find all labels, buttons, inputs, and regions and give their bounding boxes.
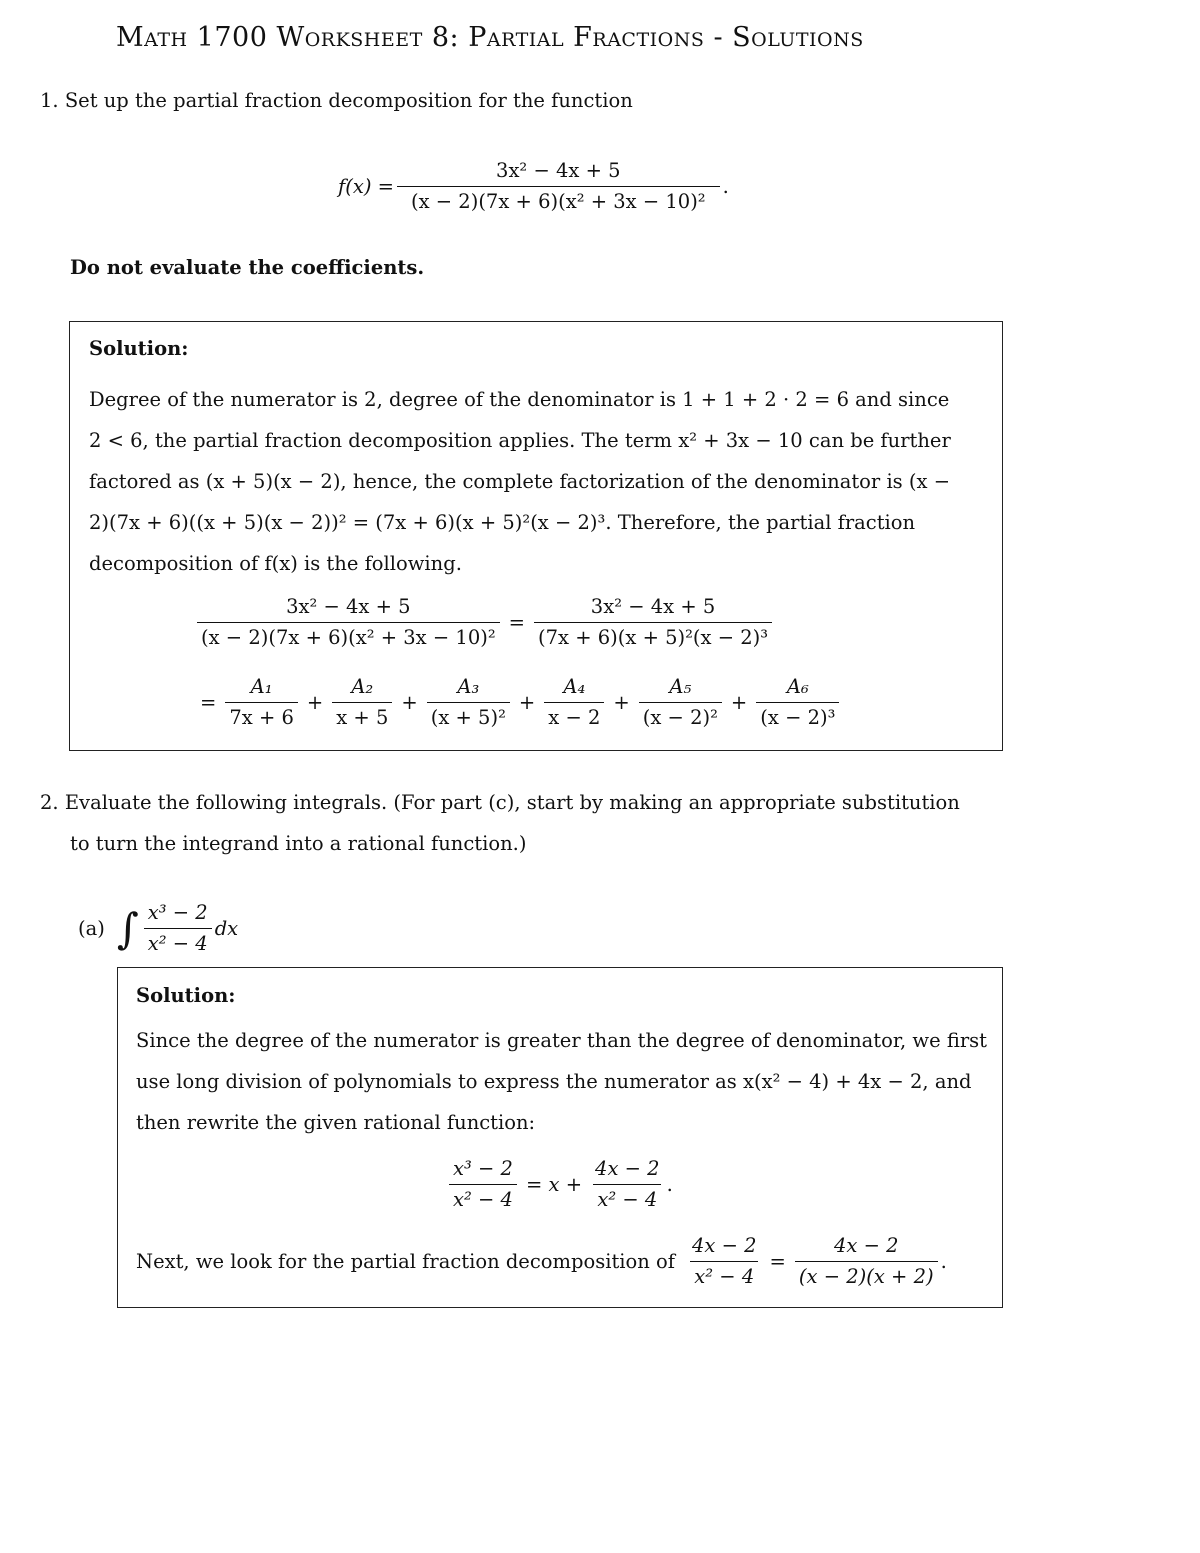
q2a-next-text: Next, we look for the partial fraction decomposition of (136, 1250, 675, 1273)
q1-solution-equation-2: = $\frac{\text{A₁}}{7x + 6}$ + $\frac{\text{A₂}}{x + 5}$ + $\frac{\text{A₃}}{\text{(x + 5)²}}$ + $\frac{\text{A₄}}{x - 2}$ + $\frac{\text{A₅}}{\text{(x − 2)²}}$ + $\frac{\text{A₆}}{\text{(x − 2)³}}$ (200, 674, 842, 731)
worksheet-title: Math 1700 Worksheet 8: Partial Fractions - Solutions (116, 22, 864, 53)
q2a-dx: dx (214, 917, 239, 940)
q1-solution-line-5: decomposition of f(x) is the following. (89, 552, 462, 575)
q2a-long-division-equation: $\frac{\text{x³ − 2}}{\text{x² − 4}}$ = x + $\frac{4x - 2}{\text{x² − 4}}$ . (446, 1156, 673, 1213)
q1-function-equation: f(x) = $\frac{\text{3x² − 4x + 5}}{\text{(x − 2)(7x + 6)(x² + 3x − 10)²}}$ . (338, 159, 729, 213)
q2a-next-fraction-left (688, 1233, 761, 1290)
q1-eq2-term-3-num: A₃ (457, 675, 480, 698)
q2a-eq-num1: x³ − 2 (453, 1157, 513, 1180)
q2-prompt-1: Evaluate the following integrals. (For part (c), start by making an appropriate substitution (64, 791, 960, 814)
q2a-eq-num2: 4x − 2 (595, 1157, 660, 1180)
q1-solution-line-4: 2)(7x + 6)((x + 5)(x − 2))² = (7x + 6)(x + 5)²(x − 2)³. Therefore, the partial fraction (89, 511, 916, 534)
q2a-solution-line-2: use long division of polynomials to express the numerator as x(x² − 4) + 4x − 2, and (136, 1070, 972, 1093)
q2a-label: (a) (78, 917, 105, 940)
q2a-solution-label: Solution: (136, 984, 236, 1007)
q2a-solution-line-1: Since the degree of the numerator is greater than the degree of denominator, we first (136, 1029, 988, 1052)
q1-eq2-term-5 (639, 674, 722, 731)
q1-eq2-term-2-den: x + 5 (332, 702, 392, 731)
q2a-integrand-den: x² − 4 (144, 928, 212, 957)
q1-eq2-term-5-den: (x − 2)² (639, 702, 722, 731)
q1-prompt-line (40, 86, 633, 116)
q1-eq1-num1: 3x² − 4x + 5 (286, 595, 411, 618)
q1-eq2-term-3-den: (x + 5)² (427, 702, 510, 731)
q1-eq2-term-4 (544, 674, 604, 731)
q2a-eq-den2: x² − 4 (593, 1184, 661, 1213)
q1-eq1-den2: (7x + 6)(x + 5)²(x − 2)³ (534, 622, 772, 651)
q1-note: Do not evaluate the coefficients. (70, 256, 425, 279)
q1-eq2-term-1-num: A₁ (250, 675, 273, 698)
q1-solution-equation-1: $\frac{\text{3x² − 4x + 5}}{\text{(x − 2)(7x + 6)(x² + 3x − 10)²}}$ = $\frac{\text{3x² − 4x + 5}}{\text{(7x + 6)(x + 5)²(x − 2)³}}$ (194, 594, 775, 651)
q1-eq2-term-2-num: A₂ (351, 675, 374, 698)
q1-eq2-term-4-den: x − 2 (544, 702, 604, 731)
q1-eq1-fraction-left (197, 594, 500, 651)
q1-eq2-term-5-num: A₅ (669, 675, 692, 698)
q2a-eq-fraction-left (449, 1156, 517, 1213)
q1-eq2-term-4-num: A₄ (563, 675, 586, 698)
q1-eq2-term-1 (225, 674, 298, 731)
q1-prompt: Set up the partial fraction decomposition for the function (64, 89, 633, 112)
q2a-solution-box (117, 967, 1003, 1308)
q2a-solution-line-3: then rewrite the given rational function: (136, 1111, 536, 1134)
q2a-next-den2: (x − 2)(x + 2) (795, 1261, 938, 1290)
q2-prompt-line-1 (40, 788, 960, 818)
q1-solution-line-3: factored as (x + 5)(x − 2), hence, the complete factorization of the denominator is (x − (89, 470, 951, 493)
q2a-next-num1: 4x − 2 (692, 1234, 757, 1257)
q2a-next-den1: x² − 4 (690, 1261, 758, 1290)
q2-prompt-line-2: to turn the integrand into a rational function.) (70, 832, 527, 855)
q1-solution-line-1: Degree of the numerator is 2, degree of the denominator is 1 + 1 + 2 · 2 = 6 and since (89, 388, 950, 411)
integral-sign-icon: ∫ (116, 904, 139, 953)
q2a-eq-mid: = x + (525, 1173, 583, 1196)
q1-eq1-den1: (x − 2)(7x + 6)(x² + 3x − 10)² (197, 622, 500, 651)
q1-solution-label: Solution: (89, 337, 189, 360)
q1-eq1-num2: 3x² − 4x + 5 (590, 595, 716, 618)
q2a-next-fraction-right (795, 1233, 938, 1290)
q2a-next-line: Next, we look for the partial fraction decomposition of $\frac{4x - 2}{\text{x² − 4}}$ = $\frac{4x - 2}{(x - 2)(x + 2)}$ . (136, 1234, 947, 1288)
q1-eq2-term-2 (332, 674, 392, 731)
q1-solution-box (69, 321, 1003, 751)
q2a-eq-den1: x² − 4 (449, 1184, 517, 1213)
q1-eq2-term-3 (427, 674, 510, 731)
q2a-integrand-num: x³ − 2 (147, 901, 208, 924)
q1-eq2-term-1-den: 7x + 6 (225, 702, 298, 731)
q1-eq2-term-6-num: A₆ (786, 675, 809, 698)
q1-f-lhs: f(x) = (338, 175, 394, 198)
q1-eq2-term-6-den: (x − 2)³ (756, 702, 839, 731)
q2-number: 2. (40, 791, 59, 814)
q1-number: 1. (40, 89, 59, 112)
q1-f-denominator: (x − 2)(7x + 6)(x² + 3x − 10)² (397, 186, 720, 215)
q1-f-numerator: 3x² − 4x + 5 (496, 159, 621, 182)
q1-eq2-term-6 (756, 674, 839, 731)
q2a-integral (78, 900, 238, 957)
q1-solution-line-2: 2 < 6, the partial fraction decomposition applies. The term x² + 3x − 10 can be further (89, 429, 951, 452)
q2a-eq-fraction-right (591, 1156, 664, 1213)
q1-eq1-fraction-right (534, 594, 772, 651)
q2a-integrand (144, 900, 212, 957)
q1-f-fraction (397, 158, 720, 215)
q2a-next-num2: 4x − 2 (833, 1234, 899, 1257)
